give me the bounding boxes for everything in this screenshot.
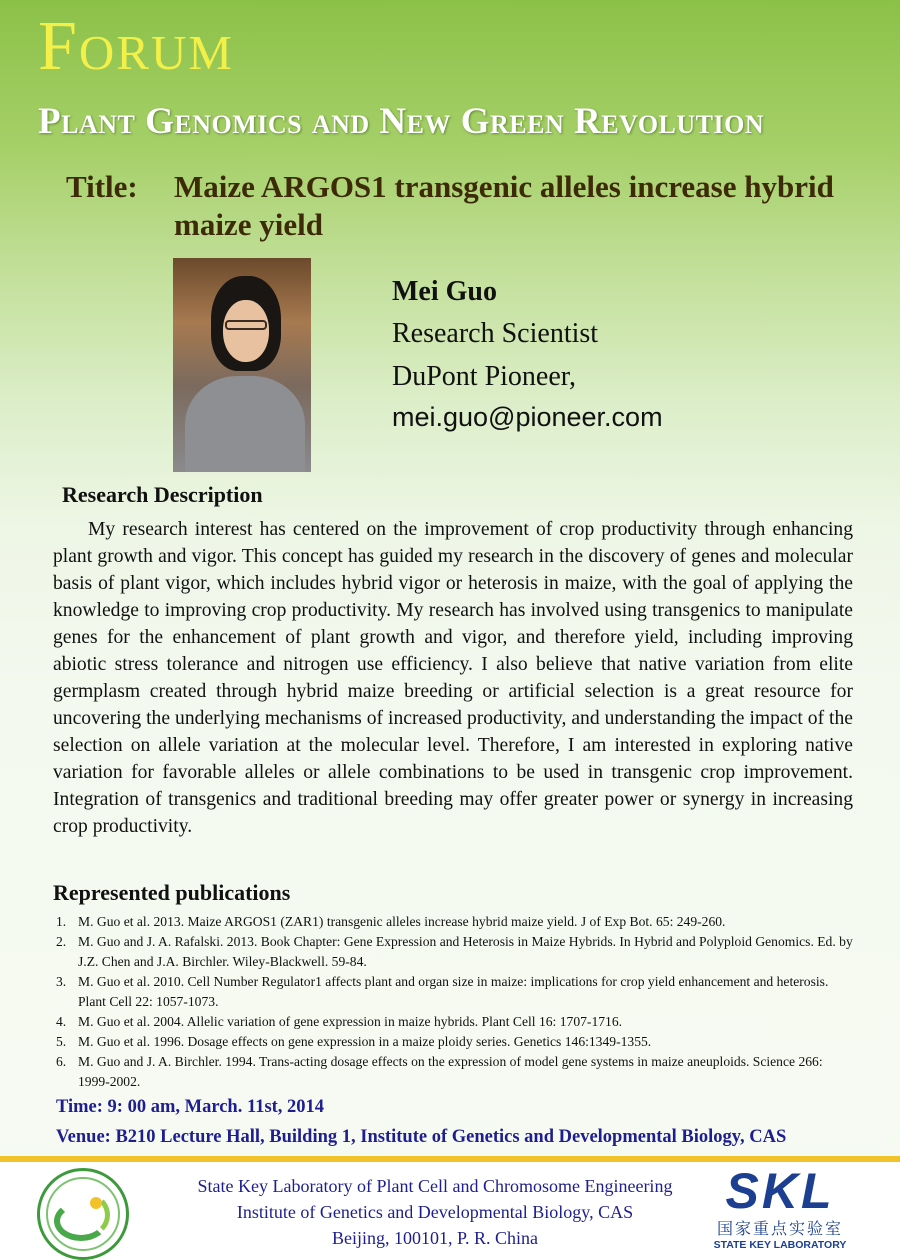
list-item: 3. M. Guo et al. 2010. Cell Number Regulator1 affects plant and organ size in maize: implications for crop yield enhancement and heterosis. Plant Cell 22: 1057-1073. [56,974,829,1009]
list-item: 2. M. Guo and J. A. Rafalski. 2013. Book Chapter: Gene Expression and Heterosis in Maize Hybrids. In Hybrid and Polyploid Genomics. Ed. by J.Z. Chen and J.A. Birchler. Wiley-Blackwell. 59-84. [56,934,853,969]
forum-subtitle: Plant Genomics and New Green Revolution [38,101,765,142]
institute-logo-icon [37,1168,129,1260]
publications-list [56,912,856,1092]
list-item: 1. M. Guo et al. 2013. Maize ARGOS1 (ZAR1) transgenic alleles increase hybrid maize yield. J of Exp Bot. 65: 249-260. [56,914,726,929]
list-item: 6. M. Guo and J. A. Birchler. 1994. Trans-acting dosage effects on the expression of model gene systems in maize aneuploids. Science 266: 1999-2002. [56,1054,823,1089]
speaker-position: Research Scientist [392,318,599,349]
institution-line-2: Institute of Genetics and Developmental Biology, CAS [236,1202,634,1222]
event-time: Time: 9: 00 am, March. 11st, 2014 [56,1097,325,1117]
skl-chinese-name: 国家重点实验室 [716,1219,843,1238]
title-text: Maize ARGOS1 transgenic alleles increase hybrid maize yield [174,169,834,242]
speaker-name: Mei Guo [392,276,497,307]
talk-title [66,168,886,244]
publications-heading: Represented publications [53,880,291,905]
skl-logo [710,1163,850,1251]
title-label: Title: [66,169,138,204]
list-item: 5. M. Guo et al. 1996. Dosage effects on gene expression in a maize ploidy series. Genetics 146:1349-1355. [56,1034,652,1049]
institution-line-3: Beijing, 100101, P. R. China [331,1228,538,1248]
research-heading: Research Description [62,482,263,507]
institution-line-1: State Key Laboratory of Plant Cell and Chromosome Engineering [197,1176,673,1196]
institution-info [140,1173,730,1251]
research-body: My research interest has centered on the improvement of crop productivity through enhancing plant growth and vigor. This concept has guided my research in the discovery of genes and molecular basis of plant vigor, which includes hybrid vigor or heterosis in maize, with the goal of applying the knowledge to improving crop productivity. My research has involved using transgenics to manipulate genes for the enhancement of plant growth and vigor, and therefore yield, including improving abiotic stress tolerance and nitrogen use efficiency. I also believe that native variation from elite germplasm created through hybrid maize breeding or artificial selection is a great resource for uncovering the underlying mechanisms of increased productivity, and understanding the impact of the selection on allele variation at the molecular level. Therefore, I am interested in exploring native variation for favorable alleles or allele combinations to be used in transgenic crop improvement. Integration of transgenics and traditional breeding may offer greater power or synergy in increasing crop productivity. [53,519,853,837]
event-venue: Venue: B210 Lecture Hall, Building 1, Institute of Genetics and Developmental Biology, CAS [56,1127,787,1147]
speaker-affiliation: DuPont Pioneer, [392,361,576,392]
list-item: 4. M. Guo et al. 2004. Allelic variation of gene expression in maize hybrids. Plant Cell 16: 1707-1716. [56,1014,623,1029]
forum-heading: Forum [38,8,234,85]
speaker-bio [392,272,663,436]
skl-english-name: STATE KEY LABORATORY [713,1239,847,1251]
speaker-photo [173,258,311,472]
speaker-email[interactable]: mei.guo@pioneer.com [392,402,663,432]
skl-mark: SKL [725,1163,835,1219]
